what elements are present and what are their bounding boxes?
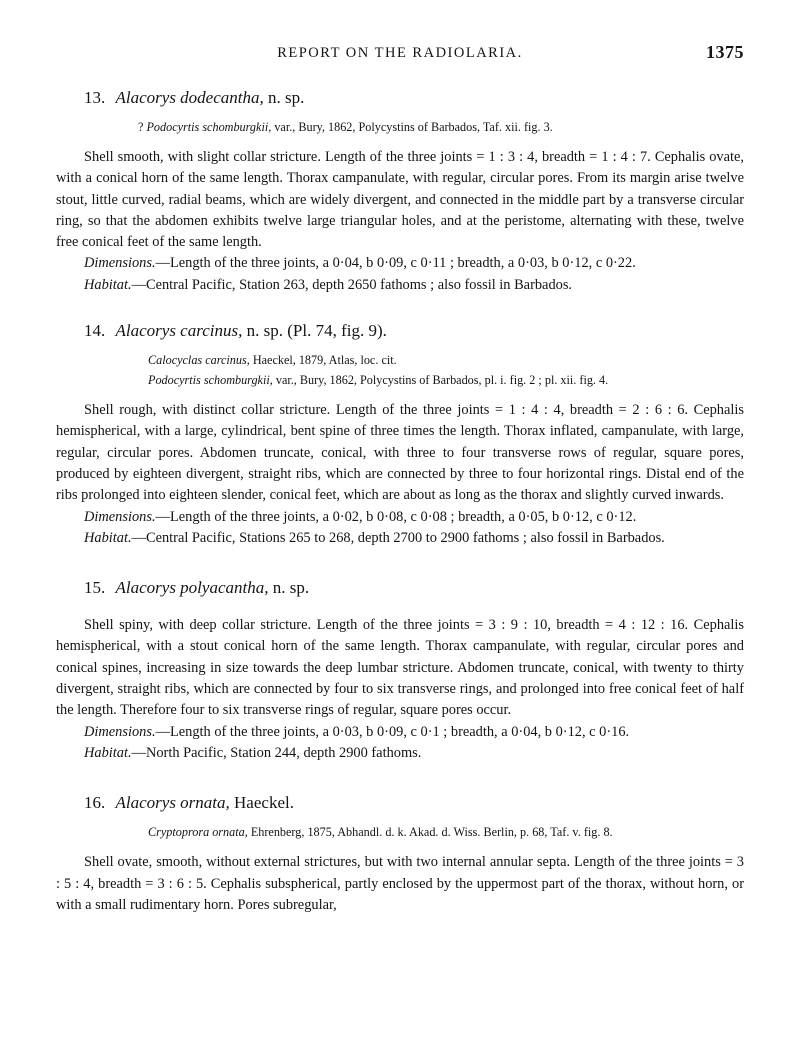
running-head: REPORT ON THE RADIOLARIA. xyxy=(277,45,523,61)
species-heading xyxy=(84,318,744,344)
species-description: Shell smooth, with slight collar stricture. Length of the three joints = 1 : 3 : 4, breadth = 1 : 4 : 7. Cephalis ovate, with a conical horn of the same length. Thorax campanulate, with regular, circular pores. From its margin arise twelve stout, little curved, radial beams, which are widely divergent, and connected in the middle part by a transverse circular ring, so that the abdomen exhibits twelve large triangular holes, and at the peristome, alternating with these, twelve free conical feet of the same length. xyxy=(56,149,744,251)
dimensions-text: —Length of the three joints, a 0·03, b 0·09, c 0·1 ; breadth, a 0·04, b 0·12, c 0·16. xyxy=(155,723,630,740)
species-entry-15 xyxy=(56,575,744,764)
species-entry-13 xyxy=(56,85,744,296)
dimensions-label: Dimensions. xyxy=(84,723,156,740)
page-body xyxy=(56,85,744,916)
synonym-name: Podocyrtis schomburgkii, xyxy=(146,120,272,134)
synonym-reference: var., Bury, 1862, Polycystins of Barbados, Taf. xii. fig. 3. xyxy=(271,120,553,134)
synonym-reference: Haeckel, 1879, Atlas, loc. cit. xyxy=(249,353,397,368)
dimensions-label: Dimensions. xyxy=(84,508,156,525)
species-entry-14 xyxy=(56,318,744,549)
habitat-line xyxy=(56,743,744,764)
species-suffix: n. sp. xyxy=(268,88,305,107)
species-description: Shell ovate, smooth, without external strictures, but with two internal annular septa. Length of the three joints = 3 : 5 : 4, breadth = 3 : 6 : 5. Cephalis subspherical, partly enclosed by the uppermost part of the thorax, without horn, or with a small rudimentary horn. Pores subregular, xyxy=(56,854,744,913)
species-heading xyxy=(84,575,744,601)
page-number: 1375 xyxy=(706,42,744,62)
species-heading xyxy=(84,790,744,816)
species-name: Alacorys dodecantha, xyxy=(115,88,264,107)
species-name: Alacorys carcinus, xyxy=(115,321,243,341)
habitat-text: —North Pacific, Station 244, depth 2900 fathoms. xyxy=(131,744,422,761)
species-name: Alacorys polyacantha, xyxy=(115,578,269,598)
synonym-line xyxy=(56,117,744,137)
habitat-line xyxy=(56,528,744,549)
species-entry-16 xyxy=(56,790,744,916)
page-header xyxy=(56,42,744,69)
species-number: 14. xyxy=(84,321,106,341)
synonym-reference: var., Bury, 1862, Polycystins of Barbados, pl. i. fig. 2 ; pl. xii. fig. 4. xyxy=(272,373,609,388)
habitat-label: Habitat. xyxy=(84,744,132,761)
species-description: Shell spiny, with deep collar stricture. Length of the three joints = 3 : 9 : 10, breadth = 4 : 12 : 16. Cephalis hemispherical, with a stout conical horn of the same length. Thorax campanulate, with regular, circular pores and conical spines, increasing in size towards the deep lumbar stricture. Abdomen truncate, conical, with twenty to thirty divergent, straight ribs, which are connected by four to six transverse rings, and prolonged into free conical feet of half the length. Therefore four to six transverse rings of regular, square pores occur. xyxy=(56,617,744,719)
synonym-name: Podocyrtis schomburgkii, xyxy=(148,373,273,388)
species-name: Alacorys ornata, xyxy=(115,793,230,813)
species-number: 13. xyxy=(84,88,106,107)
species-suffix: Haeckel. xyxy=(234,793,294,813)
species-number: 15. xyxy=(84,578,106,598)
synonym-prefix: ? xyxy=(138,120,147,134)
species-heading xyxy=(84,85,744,111)
habitat-text: —Central Pacific, Station 263, depth 2650 fathoms ; also fossil in Barbados. xyxy=(131,276,573,293)
species-description: Shell rough, with distinct collar stricture. Length of the three joints = 1 : 4 : 4, breadth = 2 : 6 : 6. Cephalis hemispherical, with a large, cylindrical, bent spine of three times the length. Thorax inflated, campanulate, with large, regular, circular pores. Abdomen truncate, conical, with three to four transverse rows of regular, square pores, produced by eighteen divergent, straight ribs, which are connected by three to four horizontal rings. Distal end of the ribs prolonged into eighteen slender, conical feet, which are about as long as the thorax and slightly curved inwards. xyxy=(56,402,744,504)
dimensions-line xyxy=(56,507,744,528)
dimensions-line xyxy=(56,722,744,743)
synonym-name: Calocyclas carcinus, xyxy=(148,353,250,368)
species-number: 16. xyxy=(84,793,106,813)
habitat-text: —Central Pacific, Stations 265 to 268, depth 2700 to 2900 fathoms ; also fossil in Barbados. xyxy=(131,529,665,546)
synonym-reference: Ehrenberg, 1875, Abhandl. d. k. Akad. d. Wiss. Berlin, p. 68, Taf. v. fig. 8. xyxy=(247,825,613,840)
habitat-line xyxy=(56,275,744,296)
synonym-line xyxy=(56,350,744,370)
dimensions-text: —Length of the three joints, a 0·04, b 0·09, c 0·11 ; breadth, a 0·03, b 0·12, c 0·22. xyxy=(155,255,636,272)
synonym-line xyxy=(56,822,744,842)
species-suffix: n. sp. xyxy=(272,578,310,598)
species-suffix: n. sp. (Pl. 74, fig. 9). xyxy=(246,321,387,341)
synonym-name: Cryptoprora ornata, xyxy=(148,825,248,840)
synonym-line xyxy=(56,370,744,390)
dimensions-label: Dimensions. xyxy=(84,255,156,272)
dimensions-text: —Length of the three joints, a 0·02, b 0·08, c 0·08 ; breadth, a 0·05, b 0·12, c 0·12. xyxy=(155,508,637,525)
habitat-label: Habitat. xyxy=(84,529,132,546)
dimensions-line xyxy=(56,253,744,274)
habitat-label: Habitat. xyxy=(84,276,132,293)
